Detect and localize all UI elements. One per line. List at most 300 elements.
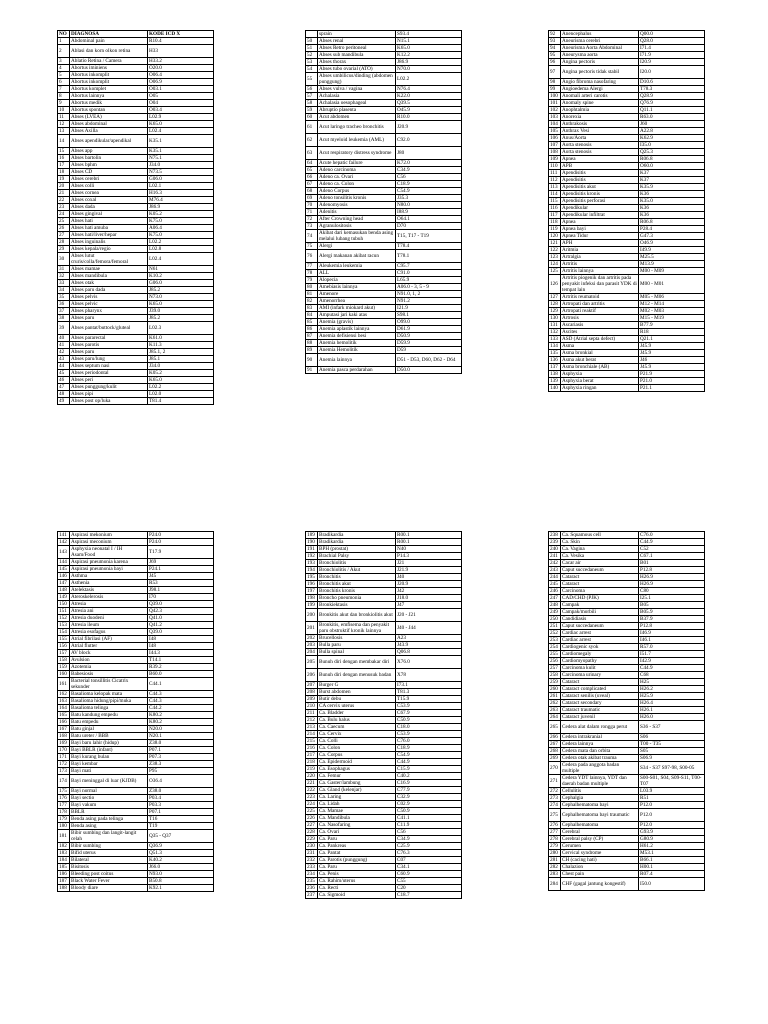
diagnosis-name: Atrial flutter — [70, 643, 148, 650]
diagnosis-name: Abses otak — [70, 280, 148, 287]
row-number: 234 — [306, 871, 318, 878]
diagnosis-name: Amebiasis lainnya — [318, 284, 396, 291]
diagnosis-name: Acut myeloid leukemia (AML) — [318, 134, 396, 147]
row-number: 266 — [549, 734, 561, 741]
table-row — [549, 107, 705, 114]
row-number: 219 — [306, 766, 318, 773]
row-number: 251 — [549, 623, 561, 630]
diagnosis-name: Ca. Pantat — [318, 850, 396, 857]
diagnosis-name: After Crowning head — [318, 216, 396, 223]
diagnosis-name: Atresia esofagus — [70, 629, 148, 636]
table-row — [306, 892, 462, 899]
icd-code: G06.0 — [148, 280, 214, 287]
icd-code: G93.9 — [639, 829, 705, 836]
table-row — [306, 45, 462, 52]
table-row — [549, 602, 705, 609]
row-number: 161 — [58, 678, 70, 691]
row-number: 25 — [58, 218, 70, 225]
row-number: 166 — [58, 719, 70, 726]
diagnosis-name: Angio fibroma nasofaring — [561, 79, 639, 86]
icd-code: M13.9 — [639, 261, 705, 268]
table-row — [58, 622, 214, 629]
diagnosis-name: Abses cerebri — [70, 176, 148, 183]
icd-code: C44.9 — [639, 539, 705, 546]
table-row — [306, 367, 462, 374]
table-body — [549, 532, 705, 891]
row-number: 258 — [549, 672, 561, 679]
diagnosis-name: Bradikardia — [318, 532, 396, 539]
row-number: 279 — [549, 843, 561, 850]
table-row — [306, 595, 462, 602]
row-number: 6 — [58, 79, 70, 86]
table-row — [549, 574, 705, 581]
diagnosis-name: Bisitosis — [70, 864, 148, 871]
row-number: 188 — [58, 885, 70, 892]
icd-code: J47 — [396, 602, 462, 609]
icd-code: O06.9 — [148, 79, 214, 86]
table-row — [306, 223, 462, 230]
diagnosis-name: Apnea — [561, 156, 639, 163]
table-row — [58, 391, 214, 398]
table-row — [549, 135, 705, 142]
diagnosis-name: Bronchitis kronis — [318, 588, 396, 595]
table-row — [58, 733, 214, 740]
table-row — [306, 354, 462, 367]
row-number: 177 — [58, 802, 70, 809]
table-row — [549, 378, 705, 385]
icd-code: K37 — [639, 170, 705, 177]
diagnosis-name: Bunuh diri dengan menusuk badan — [318, 669, 396, 682]
diagnosis-name: Abses sub mandibula — [318, 52, 396, 59]
table-row — [58, 280, 214, 287]
diagnosis-name: Basalioma telinga — [70, 705, 148, 712]
row-number: 202 — [306, 635, 318, 642]
row-number: 216 — [306, 745, 318, 752]
icd-code: P21.0 — [639, 378, 705, 385]
icd-code: L02.4 — [148, 128, 214, 135]
icd-code: R00.1 — [396, 539, 462, 546]
diagnosis-name: Anemia defisiensi besi — [318, 333, 396, 340]
diagnosis-name: Anemia pasca perdarahan — [318, 367, 396, 374]
icd-code: D59.9 — [396, 340, 462, 347]
table-row — [306, 815, 462, 822]
row-number: 69 — [306, 195, 318, 202]
row-number: 142 — [58, 539, 70, 546]
row-number: 120 — [549, 233, 561, 240]
icd-code: T81.4 — [148, 398, 214, 405]
diagnosis-name: Abses pharynx — [70, 308, 148, 315]
table-row — [58, 864, 214, 871]
icd-code: T00 - T35 — [639, 741, 705, 748]
row-number: 96 — [549, 59, 561, 66]
diagnosis-name: Abruptio plasenta — [318, 107, 396, 114]
table-row — [306, 167, 462, 174]
table-row — [549, 308, 705, 315]
icd-code: J35.3 — [396, 195, 462, 202]
icd-code: K36 — [639, 191, 705, 198]
icd-code: L02.3 — [148, 322, 214, 335]
diagnosis-name: Aneurisma cerebri — [561, 38, 639, 45]
icd-code: C44.1 — [148, 678, 214, 691]
table-row — [306, 801, 462, 808]
icd-code: L02.2 — [396, 73, 462, 86]
row-number: 46 — [58, 377, 70, 384]
diagnosis-name: Abortus komplet — [70, 86, 148, 93]
row-number: 91 — [306, 367, 318, 374]
diagnosis-name: Abses vulva / vagina — [318, 86, 396, 93]
diagnosis-name: Amenorrhea — [318, 298, 396, 305]
row-number: 144 — [58, 559, 70, 566]
icd-code: N61 — [148, 266, 214, 273]
table-row — [549, 149, 705, 156]
table-row — [58, 601, 214, 608]
row-number: 41 — [58, 342, 70, 349]
icd-code: P07.1 — [148, 809, 214, 816]
diagnosis-name: Cataract juvenil — [561, 714, 639, 721]
row-number: 205 — [306, 656, 318, 669]
table-row — [58, 335, 214, 342]
diagnosis-name: Amenore — [318, 291, 396, 298]
row-number: 192 — [306, 553, 318, 560]
diagnosis-name: Bronchiolitis / Akut — [318, 567, 396, 574]
row-number: 50 — [306, 38, 318, 45]
row-number: 129 — [549, 308, 561, 315]
icd-code: O04 — [148, 100, 214, 107]
row-number: 51 — [306, 45, 318, 52]
diagnosis-name: AV block — [70, 650, 148, 657]
row-number: 221 — [306, 780, 318, 787]
row-number: 113 — [549, 184, 561, 191]
header-row — [58, 31, 214, 38]
table-row — [306, 885, 462, 892]
row-number: 80 — [306, 284, 318, 291]
icd-code: C77.9 — [396, 787, 462, 794]
table-row — [306, 100, 462, 107]
diagnosis-name: Batu ureter / BBB — [70, 733, 148, 740]
icd-code: C80 — [639, 588, 705, 595]
diagnosis-name: Aspirasi mekonium — [70, 532, 148, 539]
diagnosis-name: Asma — [561, 343, 639, 350]
table-row — [549, 630, 705, 637]
table-row — [58, 650, 214, 657]
row-number: 135 — [549, 350, 561, 357]
row-number: 163 — [58, 698, 70, 705]
diagnosis-name: Aorta stenosis — [561, 149, 639, 156]
diagnosis-name: ALL — [318, 270, 396, 277]
table-row — [58, 878, 214, 885]
diagnosis-name: Adenomyosis — [318, 202, 396, 209]
icd-code: L02.1 — [148, 183, 214, 190]
table-row — [58, 712, 214, 719]
row-number: 274 — [549, 802, 561, 809]
diagnosis-name: Cardiac arrest — [561, 637, 639, 644]
table-row — [306, 843, 462, 850]
row-number: 10 — [58, 107, 70, 114]
icd-code: J45.9 — [639, 350, 705, 357]
icd-code: Q06.8 — [396, 649, 462, 656]
table-row — [549, 714, 705, 721]
diagnosis-name: Atelektasis — [70, 587, 148, 594]
icd-code: O45.9 — [396, 107, 462, 114]
table-row — [549, 329, 705, 336]
icd-code: K62.9 — [639, 135, 705, 142]
diagnosis-name: Abses hati — [70, 218, 148, 225]
table-row — [58, 135, 214, 148]
diagnosis-name: Asphyxia ringan — [561, 385, 639, 392]
row-number: 250 — [549, 616, 561, 623]
diagnosis-name: Adeno ca. Colon — [318, 181, 396, 188]
diagnosis-name: Artralgia — [561, 254, 639, 261]
icd-code: Q28.9 — [639, 93, 705, 100]
row-number: 84 — [306, 312, 318, 319]
row-number: 209 — [306, 696, 318, 703]
table-row — [549, 878, 705, 891]
icd-code: H33.2 — [148, 58, 214, 65]
row-number: 223 — [306, 794, 318, 801]
row-number: 183 — [58, 850, 70, 857]
icd-code: I50.0 — [639, 878, 705, 891]
diagnosis-name: BBLR — [70, 809, 148, 816]
row-number: 275 — [549, 809, 561, 822]
icd-code: C40.2 — [396, 773, 462, 780]
icd-code: Q25.3 — [639, 149, 705, 156]
diagnosis-name: Chalazion — [561, 864, 639, 871]
diagnosis-name: Angina pectoris tidak stabil — [561, 66, 639, 79]
icd-code: L02.8 — [148, 246, 214, 253]
row-number: 117 — [549, 212, 561, 219]
icd-code: A23 — [396, 635, 462, 642]
table-row — [306, 567, 462, 574]
row-number: 165 — [58, 712, 70, 719]
icd-code: Z38.3 — [148, 761, 214, 768]
diagnosis-name: Anthrax Vesi — [561, 128, 639, 135]
table-row — [58, 747, 214, 754]
row-number: 264 — [549, 714, 561, 721]
diagnosis-name: Angina pectoris — [561, 59, 639, 66]
diagnosis-name: Abses paru — [70, 315, 148, 322]
icd-code: N75.1 — [148, 155, 214, 162]
diagnosis-name: Anemia aplastik lainnya — [318, 326, 396, 333]
diagnosis-name: Cerebral — [561, 829, 639, 836]
row-number: 220 — [306, 773, 318, 780]
row-number: 175 — [58, 788, 70, 795]
diagnosis-name: Abses mandibula — [70, 273, 148, 280]
row-number: 19 — [58, 176, 70, 183]
icd-code: L02.2 — [148, 239, 214, 246]
icd-code: M00 - M09 — [639, 268, 705, 275]
row-number: 186 — [58, 871, 70, 878]
diagnosis-name: Adeno Corpus — [318, 188, 396, 195]
icd-code: L02.2 — [148, 384, 214, 391]
row-number: 226 — [306, 815, 318, 822]
row-number: 268 — [549, 748, 561, 755]
table-row — [549, 822, 705, 829]
table-row — [58, 823, 214, 830]
icd-code: H26.2 — [639, 686, 705, 693]
diagnosis-name: Ca. Caecum — [318, 724, 396, 731]
row-number: 111 — [549, 170, 561, 177]
table-row — [58, 768, 214, 775]
diagnosis-name: Apendisitis — [561, 177, 639, 184]
table-row — [58, 678, 214, 691]
row-number: 24 — [58, 211, 70, 218]
table-row — [549, 163, 705, 170]
row-number: 159 — [58, 664, 70, 671]
diagnosis-name: Ca. Ovari — [318, 829, 396, 836]
icd-code: J20.9 — [396, 121, 462, 134]
diagnosis-name: Ca. Skin — [561, 539, 639, 546]
table-row — [306, 202, 462, 209]
row-number: 178 — [58, 809, 70, 816]
icd-code: H26.1 — [639, 707, 705, 714]
table-row — [306, 780, 462, 787]
table-row — [549, 741, 705, 748]
table-row — [549, 66, 705, 79]
row-number: 37 — [58, 308, 70, 315]
icd-code: P12.0 — [639, 822, 705, 829]
icd-code: C44.9 — [639, 665, 705, 672]
table-row — [58, 65, 214, 72]
icd-code: T78.3 — [639, 86, 705, 93]
row-number: 15 — [58, 148, 70, 155]
row-number: 67 — [306, 181, 318, 188]
icd-code: X78 — [396, 669, 462, 682]
row-number: 90 — [306, 354, 318, 367]
diagnosis-name: Asphyxia — [561, 371, 639, 378]
icd-code: R63.0 — [639, 114, 705, 121]
icd-code: K65.0 — [396, 45, 462, 52]
diagnosis-name: Cervical syndrome — [561, 850, 639, 857]
icd-code: G47.3 — [639, 233, 705, 240]
icd-code: R39.2 — [148, 664, 214, 671]
diagnosis-name: Anomali arteri carotis — [561, 93, 639, 100]
diagnosis-name: Ca. Nasofaring — [318, 822, 396, 829]
table-row — [549, 254, 705, 261]
row-number: 256 — [549, 658, 561, 665]
diagnosis-name: Abses peri — [70, 377, 148, 384]
table-1 — [57, 30, 214, 405]
diagnosis-name: ASD (Atrial septa defect) — [561, 336, 639, 343]
row-number: 196 — [306, 581, 318, 588]
diagnosis-name: Cedera intrakranial — [561, 734, 639, 741]
diagnosis-name: Ca. Esophagus — [318, 766, 396, 773]
icd-code: D50.0 — [396, 367, 462, 374]
row-number: 148 — [58, 587, 70, 594]
diagnosis-name: Benda asing pada telinga — [70, 816, 148, 823]
icd-code: C76.3 — [396, 850, 462, 857]
diagnosis-name: Abses pararectal — [70, 335, 148, 342]
table-row — [306, 52, 462, 59]
icd-code: Q35 - Q37 — [148, 830, 214, 843]
row-number: 57 — [306, 93, 318, 100]
diagnosis-name: Atresia — [70, 601, 148, 608]
icd-code: Q76.9 — [639, 100, 705, 107]
table-row — [306, 622, 462, 635]
row-number: 218 — [306, 759, 318, 766]
table-row — [306, 38, 462, 45]
diagnosis-name: Anthrakosis — [561, 121, 639, 128]
diagnosis-name: Bayi mati — [70, 768, 148, 775]
table-row — [549, 142, 705, 149]
icd-code: P14.3 — [396, 553, 462, 560]
icd-code: K35.1 — [148, 135, 214, 148]
table-row — [549, 829, 705, 836]
icd-code: N15.1 — [396, 38, 462, 45]
row-number: 200 — [306, 609, 318, 622]
table-body — [58, 31, 214, 405]
icd-code: J40 - J44 — [396, 622, 462, 635]
row-number: 77 — [306, 263, 318, 270]
icd-code: M00 - M01 — [639, 275, 705, 294]
diagnosis-name: Bronkiektasis — [318, 602, 396, 609]
row-number: 179 — [58, 816, 70, 823]
icd-code: I46.1 — [639, 637, 705, 644]
diagnosis-name: Ca. Rahim/uterus — [318, 878, 396, 885]
table-row — [58, 162, 214, 169]
table-row — [549, 693, 705, 700]
row-number: 211 — [306, 710, 318, 717]
icd-code: C41.1 — [396, 815, 462, 822]
row-number: 246 — [549, 588, 561, 595]
row-number: 52 — [306, 52, 318, 59]
icd-code: H25 — [639, 679, 705, 686]
table-row — [58, 301, 214, 308]
diagnosis-name: Abses inguinalis — [70, 239, 148, 246]
row-number: 241 — [549, 553, 561, 560]
row-number: 36 — [58, 301, 70, 308]
table-row — [58, 566, 214, 573]
table-row — [306, 669, 462, 682]
table-row — [549, 644, 705, 651]
diagnosis-name: Candidiasis — [561, 616, 639, 623]
table-row — [58, 121, 214, 128]
diagnosis-name: Bifid uterus — [70, 850, 148, 857]
icd-code: Q42.3 — [148, 608, 214, 615]
row-number: 55 — [306, 73, 318, 86]
row-number: 261 — [549, 693, 561, 700]
diagnosis-name: Cephalgia — [561, 795, 639, 802]
row-number: 76 — [306, 250, 318, 263]
table-row — [549, 755, 705, 762]
table-row — [306, 560, 462, 567]
icd-code: N20.1 — [148, 733, 214, 740]
header-no: NO — [58, 31, 70, 38]
icd-code: D70 — [396, 223, 462, 230]
diagnosis-name: Cedera YDT lainnya, YDT dan daerah badan multiple — [561, 775, 639, 788]
row-number: 62 — [306, 134, 318, 147]
row-number: 170 — [58, 747, 70, 754]
row-number: 130 — [549, 315, 561, 322]
table-row — [549, 275, 705, 294]
row-number: 44 — [58, 363, 70, 370]
diagnosis-name: Batu ginjal — [70, 726, 148, 733]
row-number: 115 — [549, 198, 561, 205]
diagnosis-name: Ca. Laring — [318, 794, 396, 801]
icd-code: R57.0 — [639, 644, 705, 651]
icd-code: Q21.1 — [639, 336, 705, 343]
icd-code: H26.9 — [639, 574, 705, 581]
diagnosis-name: Bronchiolitis — [318, 560, 396, 567]
row-number: 73 — [306, 223, 318, 230]
icd-code: K80.2 — [148, 719, 214, 726]
icd-code: R10.4 — [148, 38, 214, 45]
icd-code: A06.4 — [148, 225, 214, 232]
table-row — [306, 738, 462, 745]
table-row — [549, 809, 705, 822]
icd-code: T15.9 — [396, 696, 462, 703]
table-row — [58, 190, 214, 197]
table-row — [306, 333, 462, 340]
